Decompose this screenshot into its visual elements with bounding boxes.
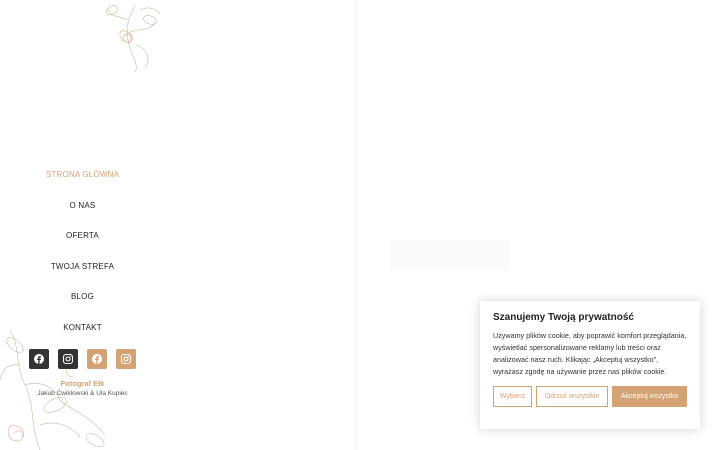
nav-item-blog[interactable]: BLOG [70, 292, 95, 301]
facebook-button[interactable] [87, 349, 107, 369]
cookie-title: Szanujemy Twoją prywatność [493, 312, 634, 323]
brand [0, 379, 165, 397]
cookie-choose-button[interactable]: Wybierz [493, 386, 532, 407]
nav-item-kontakt[interactable]: KONTAKT [63, 322, 102, 332]
facebook-button[interactable] [29, 349, 49, 369]
content-divider [355, 0, 357, 450]
cookie-buttons [493, 386, 687, 407]
nav-item-oferta[interactable]: OFERTA [66, 231, 99, 240]
nav-item-o-nas[interactable]: O NAS [69, 200, 96, 210]
brand-title: Fotograf Ełk [60, 379, 105, 388]
nav-item-twoja-strefa[interactable]: TWOJA STREFA [50, 261, 115, 271]
instagram-icon [120, 353, 132, 365]
instagram-icon [62, 353, 74, 365]
nav-item-strona-glowna[interactable]: STRONA GŁÓWNA [45, 170, 120, 179]
main-nav [0, 160, 165, 343]
facebook-icon [33, 353, 45, 365]
brand-subtitle: Jakub Ćwiklowski & Ula Kupiec [37, 390, 128, 397]
sidebar [0, 0, 165, 450]
cookie-text: Używamy plików cookie, aby poprawić komfort przeglądania, wyświetlać spersonalizowane reklamy lub treści oraz analizować nasz ruch. Klikając „Akceptuj wszystko”, wyrażasz zgodę na używanie przez nas plików cookie. [493, 331, 687, 376]
facebook-icon [91, 353, 103, 365]
floral-decoration-top [100, 0, 170, 75]
cookie-accept-button[interactable]: Akceptuj wszystko [612, 386, 687, 407]
social-links [29, 349, 145, 369]
content-placeholder [390, 240, 510, 270]
cookie-consent-banner [480, 301, 700, 429]
cookie-reject-button[interactable]: Odrzuć wszystkie [536, 386, 608, 407]
instagram-button[interactable] [116, 349, 136, 369]
instagram-button[interactable] [58, 349, 78, 369]
